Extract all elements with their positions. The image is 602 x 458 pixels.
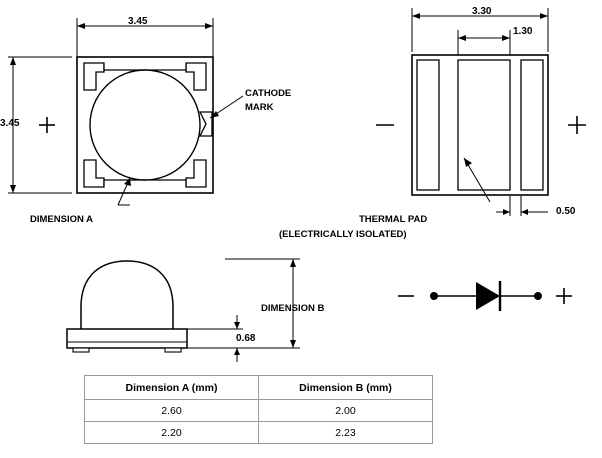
thermal-pad-label-line2: (ELECTRICALLY ISOLATED) [279,229,407,240]
table-header-row [85,376,433,400]
base-block [67,329,187,348]
polarity-plus-mark [39,117,55,133]
table-cell-a-2: 2.20 [85,422,259,444]
schematic-plus [556,288,572,304]
diode-triangle [476,282,500,310]
pad-right [521,60,543,190]
bottom-view-drawing [300,0,602,240]
table-cell-a-1: 2.60 [85,400,259,422]
table-cell-b-1: 2.00 [259,400,433,422]
foot-left [73,348,89,352]
cathode-mark-label-line2: MARK [245,102,274,113]
cathode-mark-label-line1: CATHODE [245,88,292,99]
base-height-dimension-label: 0.68 [236,333,256,344]
table-header-dimension-a: Dimension A (mm) [85,376,259,400]
dome-circle [90,70,200,180]
schematic-symbol [390,270,580,340]
pad-left [417,60,439,190]
gap-dimension [496,196,548,216]
dimension-table [84,375,433,444]
top-view-drawing [0,0,300,240]
table-header-dimension-b: Dimension B (mm) [259,376,433,400]
dome-profile [81,261,173,330]
base-height-dimension [187,315,243,362]
overall-width-dimension-label: 3.30 [472,6,492,17]
table-row [85,400,433,422]
top-height-dimension-label: 3.45 [0,118,20,129]
dimension-b-label: DIMENSION B [261,303,325,314]
gap-dimension-label: 0.50 [556,206,576,217]
cathode-terminal-dot [534,292,542,300]
top-width-dimension-label: 3.45 [128,16,148,27]
pad-width-dimension-label: 1.30 [513,26,533,37]
thermal-pad [458,60,510,190]
table-row [85,422,433,444]
table-cell-b-2: 2.23 [259,422,433,444]
foot-right [165,348,181,352]
thermal-pad-label-line1: THERMAL PAD [359,214,428,225]
cathode-leader-line [210,96,243,118]
dimension-a-label: DIMENSION A [30,214,93,225]
polarity-plus-mark-bottom [568,116,586,134]
